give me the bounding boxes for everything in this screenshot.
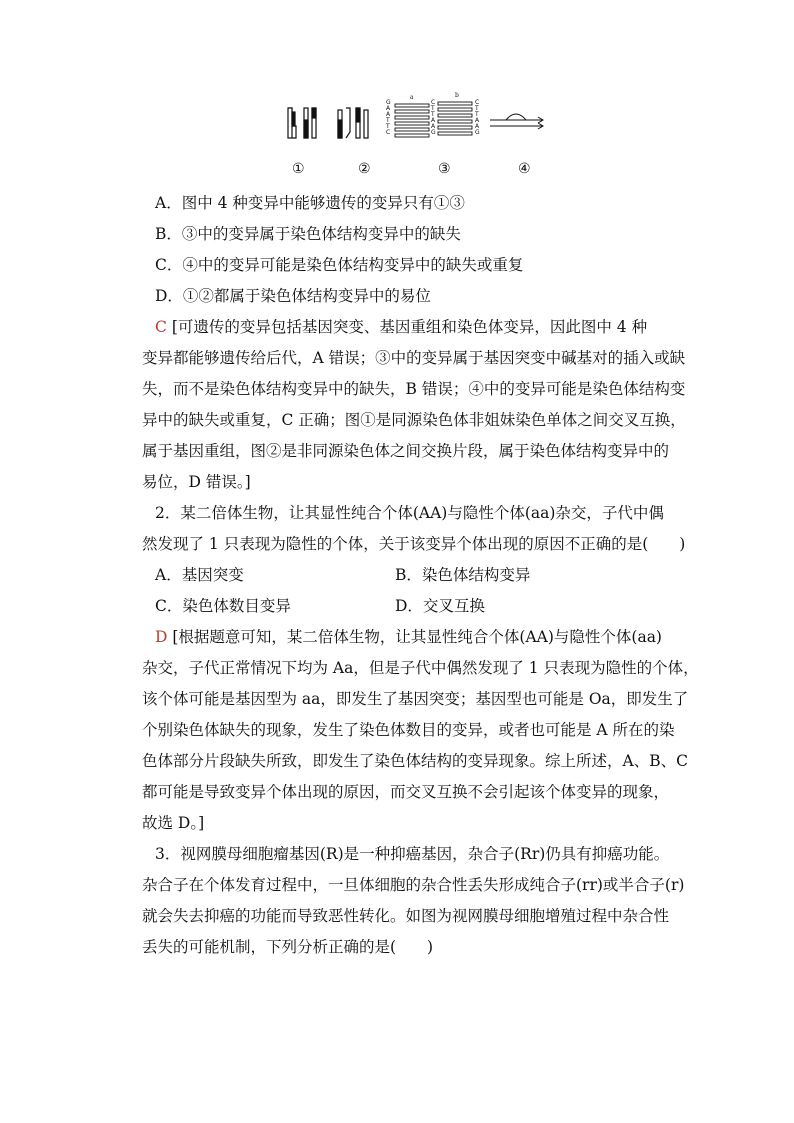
- q1-option-a: A．图中 4 种变异中能够遗传的变异只有①③: [155, 194, 465, 212]
- q2-explanation-line-7: 故选 D。]: [142, 814, 205, 832]
- figure-2-chromosomes: [338, 108, 368, 138]
- q3-stem-line-2: 杂合子在个体发育过程中，一旦体细胞的杂合性丢失形成纯合子(rr)或半合子(r): [142, 876, 685, 894]
- strand3-left-letters: G A A T T C: [386, 99, 391, 136]
- figure-drawing: [280, 98, 550, 158]
- q1-option-c: C．④中的变异可能是染色体结构变异中的缺失或重复: [155, 256, 524, 274]
- strand3-right2-letters: C T T A A G: [475, 99, 480, 136]
- figure-label-4: ④: [518, 161, 531, 177]
- chromosome-variation-figure: [280, 92, 550, 184]
- strand3-right-letters: C T T A A G: [431, 99, 436, 136]
- q2-stem-line-2: 然发现了 1 只表现为隐性的个体，关于该变异个体出现的原因不正确的是( ): [142, 535, 686, 553]
- q1-option-b: B．③中的变异属于染色体结构变异中的缺失: [155, 225, 461, 243]
- strand3-label-a: a: [410, 94, 414, 101]
- q2-answer: D: [155, 628, 168, 646]
- q1-explanation-line-1: [155, 317, 647, 337]
- q3-stem-line-4: 丢失的可能机制，下列分析正确的是( ): [142, 938, 434, 956]
- q1-explanation-line-4: 异中的缺失或重复，C 正确；图①是同源染色体非姐妹染色单体之间交叉互换，: [142, 411, 686, 429]
- q2-explanation-line-1: [155, 627, 662, 647]
- figure-1-chromosomes: [288, 108, 316, 138]
- q2-explanation-line-4: 个别染色体缺失的现象，发生了染色体数目的变异，或者也可能是 A 所在的染: [142, 721, 675, 739]
- q3-stem-line-3: 就会失去抑癌的功能而导致恶性转化。如图为视网膜母细胞增殖过程中杂合性: [142, 907, 670, 925]
- q1-explanation-line-5: 属于基因重组，图②是非同源染色体之间交换片段，属于染色体结构变异中的: [142, 442, 670, 460]
- q2-option-c: C．染色体数目变异: [155, 597, 291, 615]
- q3-stem-line-1: 3．视网膜母细胞瘤基因(R)是一种抑癌基因，杂合子(Rr)仍具有抑癌功能。: [155, 845, 670, 863]
- q1-answer: C: [155, 318, 167, 336]
- q1-explanation-line-6: 易位，D 错误。]: [142, 473, 251, 491]
- figure-4-strand: [490, 114, 543, 129]
- q2-option-b: B．染色体结构变异: [395, 566, 531, 584]
- q1-explanation-text-1: [可遗传的变异包括基因突变、基因重组和染色体变异，因此图中 4 种: [171, 318, 648, 336]
- figure-label-3: ③: [438, 161, 451, 177]
- q1-explanation-line-3: 失，而不是染色体结构变异中的缺失，B 错误；④中的变异可能是染色体结构变: [142, 380, 686, 398]
- q2-option-a: A．基因突变: [155, 566, 244, 584]
- q2-explanation-line-2: 杂交，子代正常情况下均为 Aa，但是子代中偶然发现了 1 只表现为隐性的个体，: [142, 659, 699, 677]
- q2-explanation-line-5: 色体部分片段缺失所致，即发生了染色体结构的变异现象。综上所述，A、B、C: [142, 752, 688, 770]
- q2-explanation-text-1: [根据题意可知，某二倍体生物，让其显性纯合个体(AA)与隐性个体(aa): [172, 628, 662, 646]
- q1-explanation-line-2: 变异都能够遗传给后代，A 错误；③中的变异属于基因突变中碱基对的插入或缺: [142, 349, 686, 367]
- q2-option-d: D．交叉互换: [395, 597, 485, 615]
- strand3-label-b: b: [455, 92, 459, 99]
- q1-option-d: D．①②都属于染色体结构变异中的易位: [155, 287, 431, 305]
- figure-label-1: ①: [292, 161, 305, 177]
- q2-explanation-line-3: 该个体可能是基因型为 aa，即发生了基因突变；基因型也可能是 Oa，即发生了: [142, 690, 689, 708]
- q2-explanation-line-6: 都可能是导致变异个体出现的原因，而交叉互换不会引起该个体变异的现象，: [142, 783, 670, 801]
- figure-label-2: ②: [358, 161, 371, 177]
- q2-stem-line-1: 2．某二倍体生物，让其显性纯合个体(AA)与隐性个体(aa)杂交，子代中偶: [155, 504, 664, 522]
